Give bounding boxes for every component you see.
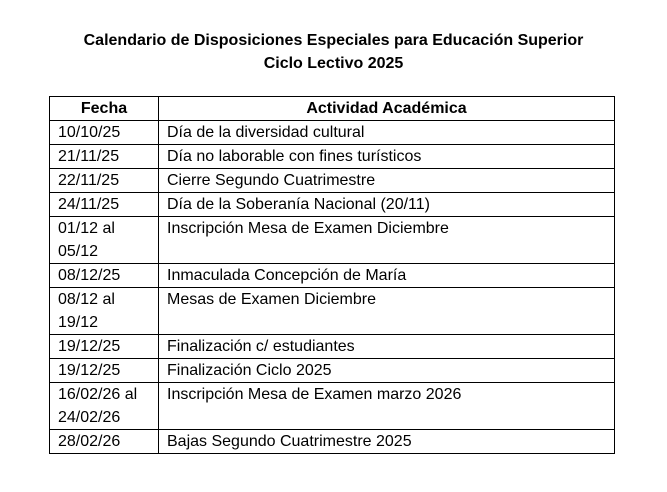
cell-fecha: 24/11/25 bbox=[50, 193, 159, 217]
table-row bbox=[50, 359, 615, 383]
cell-fecha: 19/12/25 bbox=[50, 335, 159, 359]
cell-actividad: Cierre Segundo Cuatrimestre bbox=[159, 169, 615, 193]
table-row bbox=[50, 193, 615, 217]
cell-actividad: Día de la Soberanía Nacional (20/11) bbox=[159, 193, 615, 217]
table-row bbox=[50, 169, 615, 193]
document-subtitle: Ciclo Lectivo 2025 bbox=[263, 55, 404, 72]
cell-fecha: 01/12 al 05/12 bbox=[50, 217, 159, 264]
calendar-table bbox=[49, 96, 615, 454]
table-row bbox=[50, 335, 615, 359]
cell-actividad: Día no laborable con fines turísticos bbox=[159, 145, 615, 169]
cell-actividad: Finalización c/ estudiantes bbox=[159, 335, 615, 359]
cell-fecha: 22/11/25 bbox=[50, 169, 159, 193]
cell-actividad: Inmaculada Concepción de María bbox=[159, 264, 615, 288]
table-row bbox=[50, 430, 615, 454]
document-title: Calendario de Disposiciones Especiales para Educación Superior bbox=[83, 32, 584, 49]
cell-fecha: 28/02/26 bbox=[50, 430, 159, 454]
table-row bbox=[50, 145, 615, 169]
table-header-row bbox=[50, 97, 615, 121]
cell-fecha: 21/11/25 bbox=[50, 145, 159, 169]
table-row bbox=[50, 383, 615, 430]
table-row bbox=[50, 121, 615, 145]
cell-actividad: Bajas Segundo Cuatrimestre 2025 bbox=[159, 430, 615, 454]
cell-actividad: Finalización Ciclo 2025 bbox=[159, 359, 615, 383]
cell-fecha: 08/12/25 bbox=[50, 264, 159, 288]
table-row bbox=[50, 217, 615, 264]
cell-actividad: Mesas de Examen Diciembre bbox=[159, 288, 615, 335]
header-fecha: Fecha bbox=[50, 97, 159, 121]
cell-actividad: Inscripción Mesa de Examen marzo 2026 bbox=[159, 383, 615, 430]
cell-fecha: 08/12 al 19/12 bbox=[50, 288, 159, 335]
table-row bbox=[50, 288, 615, 335]
cell-fecha: 10/10/25 bbox=[50, 121, 159, 145]
cell-fecha: 16/02/26 al 24/02/26 bbox=[50, 383, 159, 430]
cell-actividad: Inscripción Mesa de Examen Diciembre bbox=[159, 217, 615, 264]
header-actividad: Actividad Académica bbox=[159, 97, 615, 121]
cell-actividad: Día de la diversidad cultural bbox=[159, 121, 615, 145]
table-row bbox=[50, 264, 615, 288]
cell-fecha: 19/12/25 bbox=[50, 359, 159, 383]
